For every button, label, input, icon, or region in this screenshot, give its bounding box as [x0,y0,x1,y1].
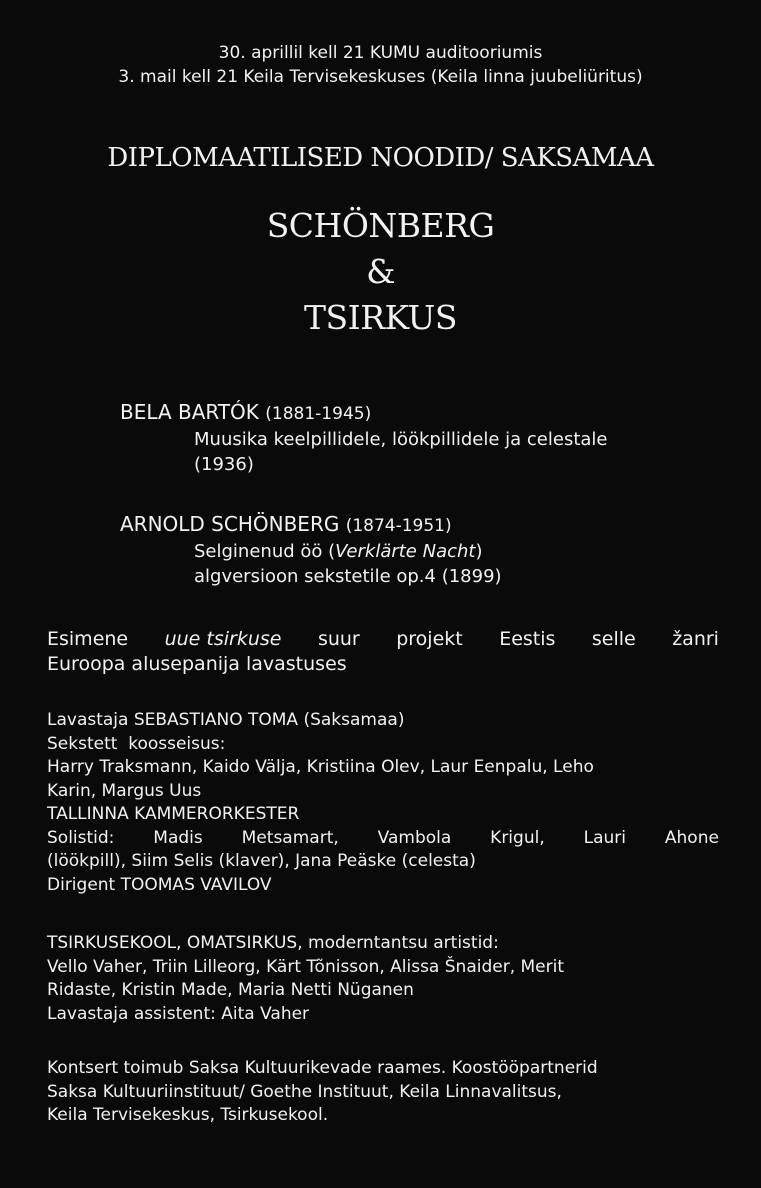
composer-name: ARNOLD SCHÖNBERG [120,512,340,536]
program-item-schonberg [120,512,740,589]
series-title: DIPLOMAATILISED NOODID/ SAKSAMAA [107,143,654,173]
soloists-word: Vambola [377,827,452,848]
title-line-3: TSIRKUS [304,298,457,337]
assistant-director-credit: Lavastaja assistent: Aita Vaher [47,1003,310,1024]
circus-artists-line-2: Ridaste, Kristin Made, Maria Netti Nüganen [47,980,414,1000]
circus-heading: TSIRKUSEKOOL, OMATSIRKUS, moderntantsu artistid: [47,933,499,953]
orchestra-name: TALLINNA KAMMERORKESTER [47,804,300,824]
intro-word: selle [591,628,636,650]
soloists-word: Ahone [664,827,719,848]
soloists-line-2: (löökpill), Siim Selis (klaver), Jana Peäske (celesta) [47,851,476,871]
partners-line-3: Keila Tervisekeskus, Tsirkusekool. [47,1105,329,1125]
intro-word: projekt [396,628,463,650]
composer-name: BELA BARTÓK [120,400,259,424]
work-title-suffix: ) [475,541,483,562]
intro-word: žanri [672,628,719,650]
venue-dates [0,41,761,89]
credits-block [47,709,719,897]
composer-years: (1881-1945) [265,404,372,424]
title-ampersand: & [366,252,395,291]
circus-block [47,932,719,1026]
intro-word: suur [317,628,360,650]
sextet-members-line-1: Harry Traksmann, Kaido Välja, Kristiina Olev, Laur Eenpalu, Leho [47,757,594,777]
intro-line-2: Euroopa alusepanija lavastuses [47,653,347,675]
composer-years: (1874-1951) [345,516,452,536]
soloists-word: Solistid: [47,827,115,848]
program-item-bartok [120,400,740,477]
intro-word-italic: uue tsirkuse [164,628,282,650]
soloists-word: Lauri [583,827,627,848]
partners-line-1: Kontsert toimub Saksa Kultuurikevade raames. Koostööpartnerid [47,1058,598,1078]
work-title-prefix: Selginenud öö ( [194,541,336,562]
soloists-word: Madis [153,827,203,848]
work-title-line-2: (1936) [194,454,254,475]
sextet-label: Sekstett koosseisus: [47,733,226,754]
title-line-1: SCHÖNBERG [266,206,495,245]
venue-line-2: 3. mail kell 21 Keila Tervisekeskuses (Keila linna juubeliüritus) [118,67,643,87]
work-title-line-1 [120,539,740,564]
venue-line-1: 30. aprillil kell 21 KUMU auditooriumis [218,43,543,63]
intro-word: Eestis [499,628,556,650]
conductor-credit: Dirigent TOOMAS VAVILOV [47,874,272,895]
intro-word: Esimene [47,628,129,650]
soloists-word: Krigul, [490,827,545,848]
soloists-line-1 [47,827,719,851]
partners-line-2: Saksa Kultuuriinstituut/ Goethe Instituut, Keila Linnavalitsus, [47,1081,562,1102]
soloists-word: Metsamart, [241,827,339,848]
intro-paragraph [47,627,719,677]
circus-artists-line-1: Vello Vaher, Triin Lilleorg, Kärt Tõnisson, Alissa Šnaider, Merit [47,956,565,977]
work-title-line-1: Muusika keelpillidele, löökpillidele ja celestale [194,429,608,450]
sextet-members-line-2: Karin, Margus Uus [47,780,202,801]
work-title-line-2: algversioon sekstetile op.4 (1899) [194,566,502,587]
director-credit: Lavastaja SEBASTIANO TOMA (Saksamaa) [47,710,405,730]
partners-block [47,1057,719,1128]
work-title-italic: Verklärte Nacht [335,541,476,562]
concert-title [0,203,761,341]
